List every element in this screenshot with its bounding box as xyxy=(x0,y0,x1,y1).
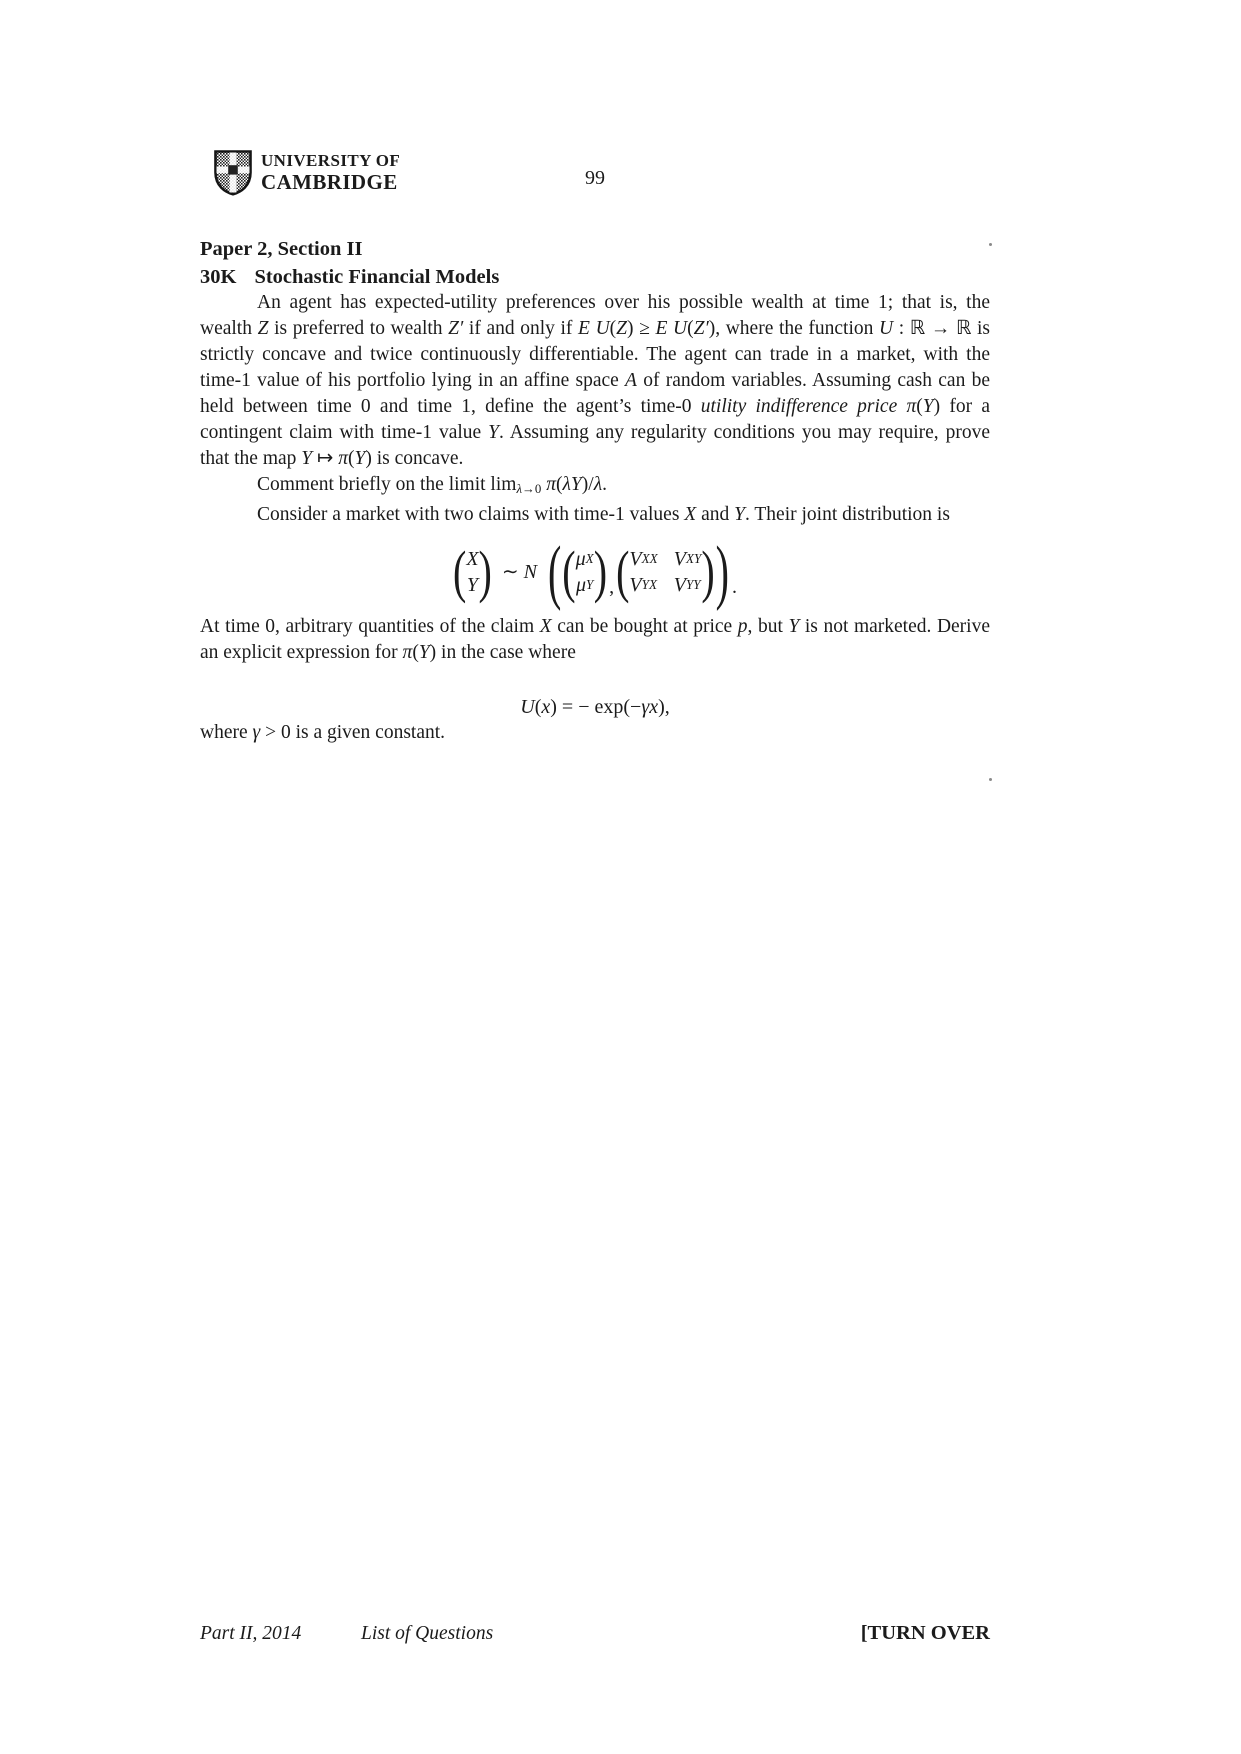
wordmark-line1: UNIVERSITY OF xyxy=(261,151,401,170)
question-heading xyxy=(200,264,990,290)
claims-vector xyxy=(466,546,478,598)
paragraph-two-claims: Consider a market with two claims with time-1 values X and Y. Their joint distribution is xyxy=(257,504,950,526)
formula-utility-function: U(x) = − exp(−γx), xyxy=(520,696,670,719)
question-code: 30K xyxy=(200,266,237,288)
formula-comma: , xyxy=(609,576,615,599)
scan-speck xyxy=(989,243,992,246)
cov-entry-yx: V YX xyxy=(629,574,657,597)
mean-vector xyxy=(576,546,594,598)
page-footer xyxy=(200,1622,990,1645)
cov-entry-yy: V YY xyxy=(673,574,701,597)
paragraph-limit-comment: Comment briefly on the limit limλ→0 π(λY)/λ. xyxy=(257,474,608,497)
formula-period: . xyxy=(732,576,737,599)
mean-entry-x: μ X xyxy=(575,548,594,571)
outer-left-paren: ( xyxy=(547,530,562,612)
cov-entry-xx: V XX xyxy=(629,548,658,571)
paragraph-definition: An agent has expected-utility preferences over his possible wealth at time 1; that is, the wealth Z is preferred to wealth Z′ if and only if E U(Z) ≥ E U(Z′), where the function U : ℝ → ℝ is strictly concave and twice continuously differentiable. The agent can trade in a market, with the time-1 value of his portfolio lying in an affine space A of random variables. Assuming cash can be held between time 0 and time 1, define the agent’s time-0 utility indifference price π(Y) for a contingent claim with time-1 value Y. Assuming any regularity conditions you may require, prove that the map Y ↦ π(Y) is concave. xyxy=(200,292,991,469)
question-content xyxy=(200,236,990,746)
paragraph-market-setup: At time 0, arbitrary quantities of the claim X can be bought at price p, but Y is not marketed. Derive an explicit expression for π(Y) in the case where xyxy=(200,616,991,664)
cov-entry-xy: V XY xyxy=(673,548,702,571)
section-heading: Paper 2, Section II xyxy=(200,238,363,260)
footer-turn-over-label: [TURN OVER xyxy=(860,1622,990,1644)
mean-entry-y: μ Y xyxy=(575,574,594,597)
wordmark-line2: CAMBRIDGE xyxy=(261,170,398,194)
footer-part-label: Part II, 2014 xyxy=(200,1623,302,1644)
footer-list-label: List of Questions xyxy=(361,1623,494,1644)
cov-left-paren: ( xyxy=(616,538,630,605)
vector-entry-x: X xyxy=(466,548,479,571)
formula-joint-distribution xyxy=(200,530,990,614)
covariance-matrix xyxy=(629,546,701,598)
right-paren: ) xyxy=(478,538,492,605)
paragraph-gamma-constant: where γ > 0 is a given constant. xyxy=(200,722,446,744)
question-title: Stochastic Financial Models xyxy=(254,266,500,288)
outer-right-paren: ) xyxy=(715,530,729,612)
cov-right-paren: ) xyxy=(701,538,715,605)
scan-speck xyxy=(989,778,992,781)
mean-left-paren: ( xyxy=(562,538,576,605)
page-number: 99 xyxy=(585,167,605,189)
distributed-as-normal: ∼ N xyxy=(501,561,537,584)
left-paren: ( xyxy=(452,538,467,605)
vector-entry-y: Y xyxy=(466,574,478,597)
mean-right-paren: ) xyxy=(593,538,608,605)
